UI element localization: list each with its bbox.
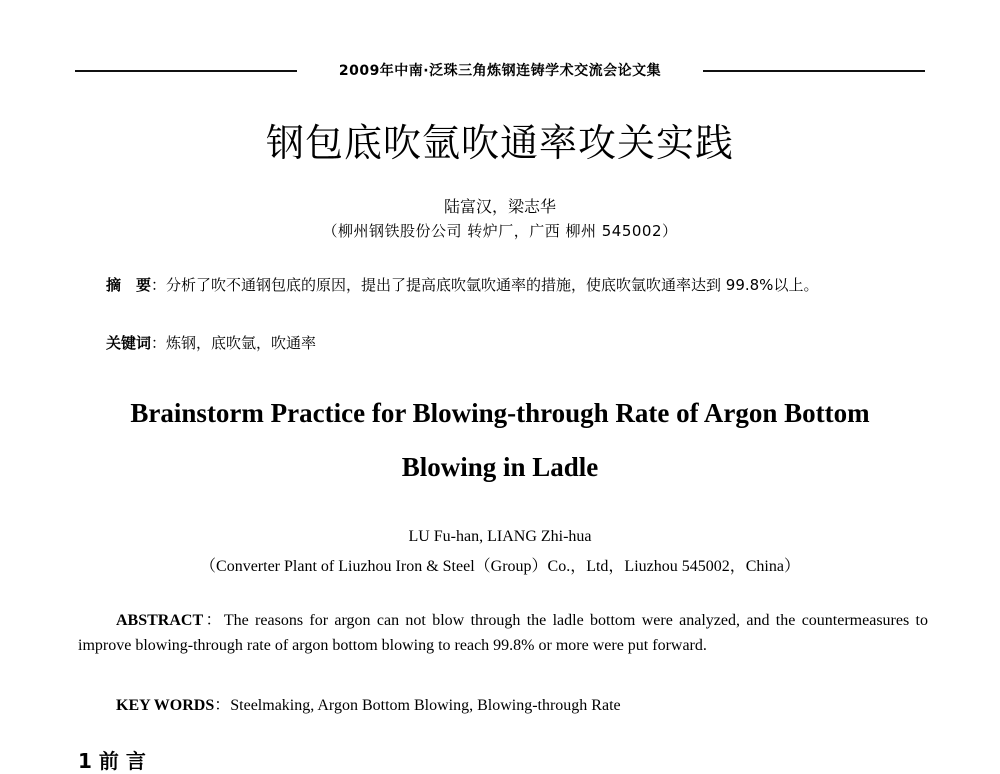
english-abstract-text: ：The reasons for argon can not blow through the ladle bottom were analyzed, and the countermeasures to improve blowing-through rate of argon bottom blowing to reach 99.8% or more were put forward. [78,612,928,654]
chinese-authors: 陆富汉，梁志华 [443,197,556,216]
header-rule-right [703,70,925,72]
english-abstract-label: ABSTRACT [116,612,204,629]
chinese-keywords-text: ：炼钢，底吹氩，吹通率 [151,334,317,352]
chinese-affiliation: （柳州钢铁股份公司 转炉厂，广西 柳州 545002） [322,222,678,240]
header-rule-left [75,70,297,72]
english-keywords [116,692,916,715]
chinese-abstract-label: 摘 要 [106,276,152,294]
english-affiliation: （Converter Plant of Liuzhou Iron & Steel（Group）Co.，Ltd，Liuzhou 545002，China） [200,558,800,575]
chinese-keywords-label: 关键词 [106,334,152,352]
english-title-line-1: Brainstorm Practice for Blowing-through Rate of Argon Bottom [130,398,870,428]
chinese-abstract-text: ：分析了吹不通钢包底的原因，提出了提高底吹氩吹通率的措施，使底吹氩吹通率达到 99.8%以上。 [151,276,819,294]
english-authors: LU Fu-han, LIANG Zhi-hua [408,528,592,545]
chinese-abstract [78,273,928,298]
section-heading: 1 前 言 [78,749,146,773]
running-header: 2009年中南·泛珠三角炼钢连铸学术交流会论文集 [338,63,662,79]
english-keywords-text: ：Steelmaking, Argon Bottom Blowing, Blowing-through Rate [214,697,621,714]
english-keywords-label: KEY WORDS [116,697,215,714]
chinese-title: 钢包底吹氩吹通率攻关实践 [265,121,734,165]
english-abstract [78,608,928,658]
english-title-line-2: Blowing in Ladle [401,452,599,482]
chinese-keywords [106,332,906,353]
